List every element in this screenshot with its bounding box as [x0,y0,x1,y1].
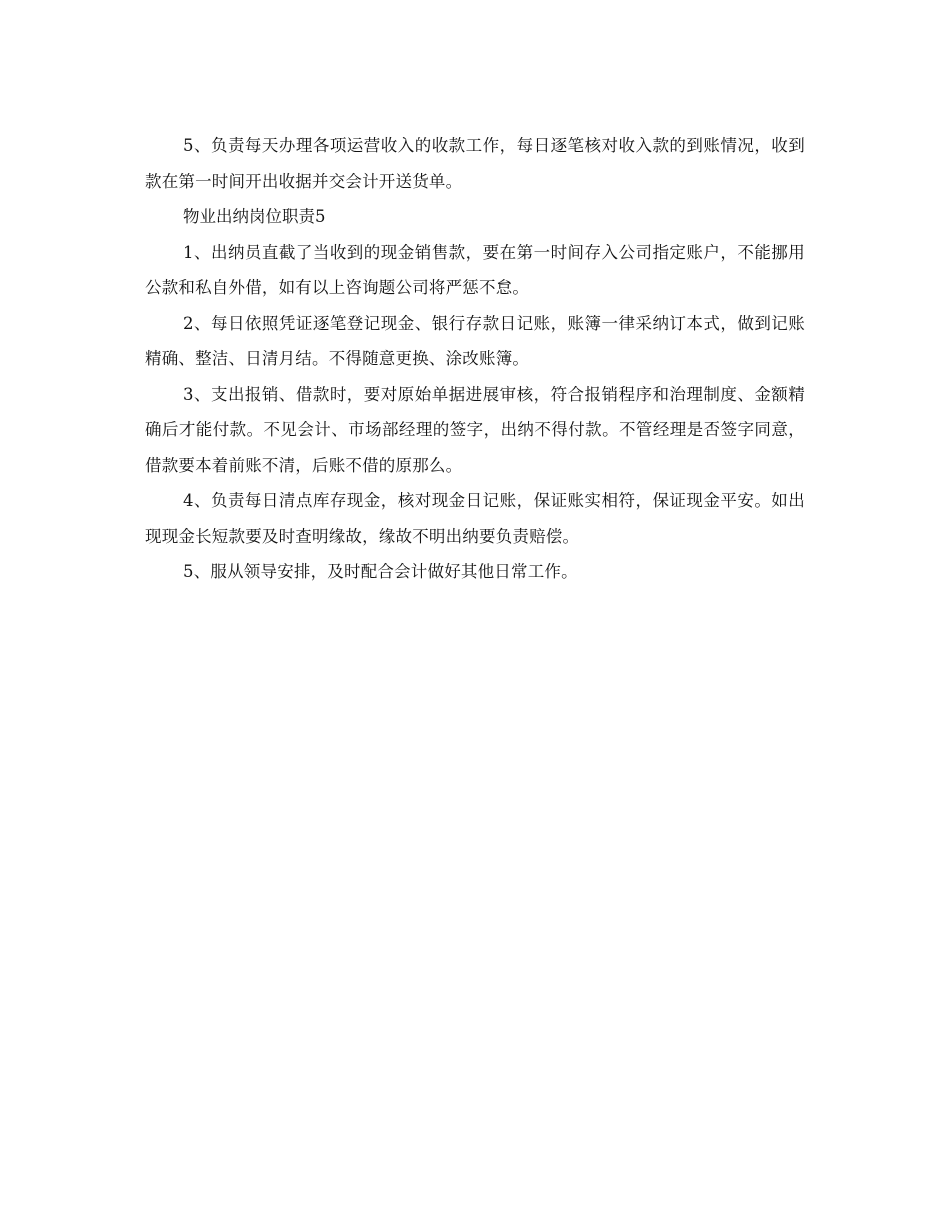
document-body [145,128,805,590]
paragraph-item-5-obey-arrangement: 5、服从领导安排，及时配合会计做好其他日常工作。 [183,562,578,581]
paragraph-item-5-income-collection: 5、负责每天办理各项运营收入的收款工作，每日逐笔核对收入款的到账情况，收到款在第一时间开出收据并交会计开送货单。 [145,136,805,191]
paragraph-item-3-reimbursement: 3、支出报销、借款时，要对原始单据进展审核，符合报销程序和治理制度、金额精确后才能付款。不见会计、市场部经理的签字，出纳不得付款。不管经理是否签字同意，借款要本着前账不清，后账不借的原那么。 [145,384,805,475]
paragraph-item-1-cash-deposit: 1、出纳员直截了当收到的现金销售款，要在第一时间存入公司指定账户，不能挪用公款和私自外借，如有以上咨询题公司将严惩不怠。 [145,242,805,297]
section-title: 物业出纳岗位职责5 [183,207,326,226]
paragraph-item-2-journal: 2、每日依照凭证逐笔登记现金、银行存款日记账，账簿一律采纳订本式，做到记账精确、整洁、日清月结。不得随意更换、涂改账簿。 [145,313,805,368]
paragraph-item-4-cash-count: 4、负责每日清点库存现金，核对现金日记账，保证账实相符，保证现金平安。如出现现金长短款要及时查明缘故，缘故不明出纳要负责赔偿。 [145,491,805,546]
